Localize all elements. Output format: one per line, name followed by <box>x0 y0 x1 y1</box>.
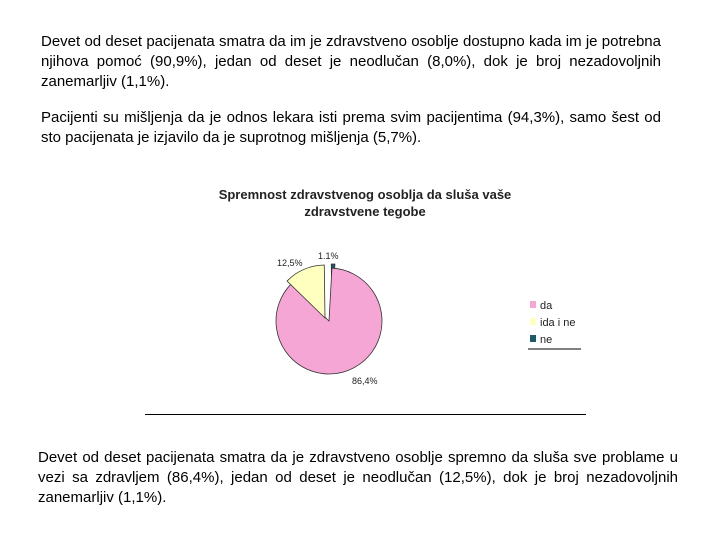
legend-label-2: ne <box>540 334 553 346</box>
legend-swatch-0 <box>530 301 536 308</box>
paragraph-availability: Devet od deset pacijenata smatra da im je zdravstveno osoblje dostupno kada im je potrebna njihova pomoć (90,9%), jedan od deset je neodlučan (8,0%), dok je broj nezadovoljnih zanemarljiv (1,1%). <box>41 33 661 90</box>
legend-swatch-1 <box>530 318 536 325</box>
chart-title: Spremnost zdravstvenog osoblja da sluša vaše zdravstvene tegobe <box>218 187 512 219</box>
data-label-ida-i-ne: 12,5% <box>277 258 303 268</box>
legend-swatch-2 <box>530 335 536 342</box>
paragraph-equal-treatment: Pacijenti su mišljenja da je odnos lekara isti prema svim pacijentima (94,3%), samo šest od sto pacijenata je izjavilo da je suprotnog mišljenja (5,7%). <box>41 109 661 146</box>
legend-label-1: ida i ne <box>540 317 576 329</box>
data-label-da: 86,4% <box>352 376 378 386</box>
divider-line <box>145 414 586 415</box>
data-label-ne: 1.1% <box>318 251 339 261</box>
paragraph-listening: Devet od deset pacijenata smatra da je zdravstveno osoblje spremno da sluša sve problame u vezi sa zdravljem (86,4%), jedan od deset je neodlučan (12,5%), dok je broj nezadovoljnih zanemarljiv (1,1%). <box>38 449 678 506</box>
legend-label-0: da <box>540 300 553 312</box>
